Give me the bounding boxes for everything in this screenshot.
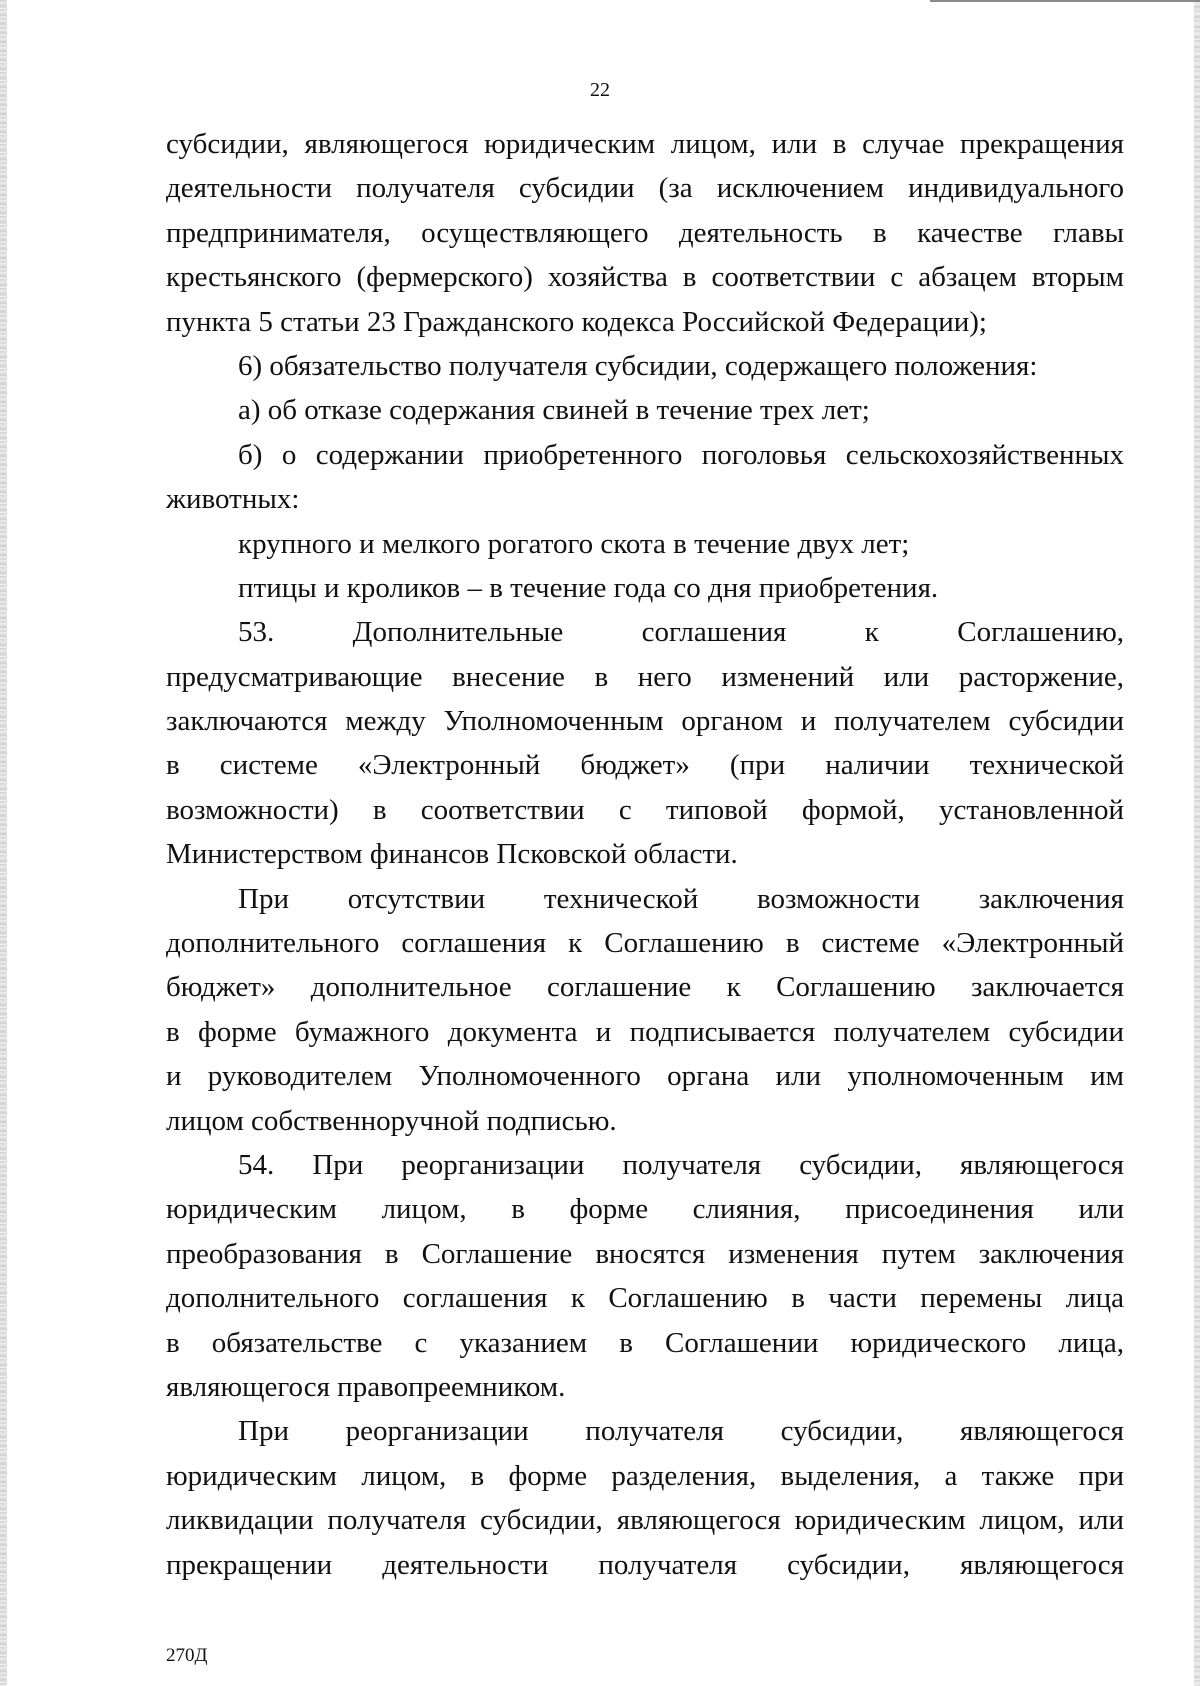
text-line: а) об отказе содержания свиней в течение трех лет; [238, 394, 870, 427]
top-edge-rule [930, 0, 1200, 2]
text-line: При отсутствии технической возможности заключения [238, 882, 1124, 915]
text-line: пункта 5 статьи 23 Гражданского кодекса Российской Федерации); [166, 305, 987, 338]
text-line: предпринимателя, осуществляющего деятельность в качестве главы [166, 216, 1124, 249]
text-line: птицы и кроликов – в течение года со дня приобретения. [238, 571, 939, 604]
text-line: дополнительного соглашения к Соглашению в системе «Электронный [166, 927, 1124, 960]
text-line: деятельности получателя субсидии (за исключением индивидуального [166, 172, 1124, 205]
text-line: юридическим лицом, в форме разделения, выделения, а также при [166, 1459, 1124, 1492]
text-line: прекращении деятельности получателя субсидии, являющегося [166, 1548, 1124, 1581]
text-line: субсидии, являющегося юридическим лицом, или в случае прекращения [166, 128, 1124, 160]
page-number: 22 [590, 79, 610, 101]
text-line: и руководителем Уполномоченного органа или уполномоченным им [166, 1060, 1124, 1093]
text-line: 53. Дополнительные соглашения к Соглашению, [238, 616, 1124, 649]
scan-edge-left [0, 0, 7, 1686]
text-line: 6) обязательство получателя субсидии, содержащего положения: [238, 349, 1038, 382]
text-line: Министерством финансов Псковской области. [166, 838, 738, 871]
text-line: ликвидации получателя субсидии, являющегося юридическим лицом, или [166, 1504, 1124, 1537]
text-line: лицом собственноручной подписью. [166, 1104, 617, 1137]
document-body [166, 122, 1124, 1587]
text-line: крупного и мелкого рогатого скота в течение двух лет; [238, 527, 910, 560]
text-line: бюджет» дополнительное соглашение к Соглашению заключается [166, 971, 1124, 1004]
text-line: возможности) в соответствии с типовой формой, установленной [166, 793, 1124, 826]
text-line: б) о содержании приобретенного поголовья сельскохозяйственных [238, 438, 1124, 471]
text-line: крестьянского (фермерского) хозяйства в соответствии с абзацем вторым [166, 261, 1124, 294]
text-line: в форме бумажного документа и подписывается получателем субсидии [166, 1015, 1124, 1048]
text-line: предусматривающие внесение в него изменений или расторжение, [166, 660, 1124, 693]
text-line: При реорганизации получателя субсидии, являющегося [238, 1415, 1124, 1448]
text-line: юридическим лицом, в форме слияния, присоединения или [166, 1193, 1124, 1226]
text-line: 54. При реорганизации получателя субсидии, являющегося [238, 1148, 1124, 1181]
text-line: заключаются между Уполномоченным органом и получателем субсидии [166, 705, 1124, 738]
scan-edge-right [1194, 0, 1200, 1686]
text-line: животных: [166, 483, 300, 516]
text-line: дополнительного соглашения к Соглашению в части перемены лица [166, 1282, 1124, 1315]
text-line: являющегося правопреемником. [166, 1370, 566, 1403]
text-line: в системе «Электронный бюджет» (при наличии технической [166, 749, 1124, 782]
text-line: преобразования в Соглашение вносятся изменения путем заключения [166, 1237, 1124, 1270]
footer-document-code: 270Д [166, 1645, 208, 1666]
text-line: в обязательстве с указанием в Соглашении юридического лица, [166, 1326, 1124, 1359]
